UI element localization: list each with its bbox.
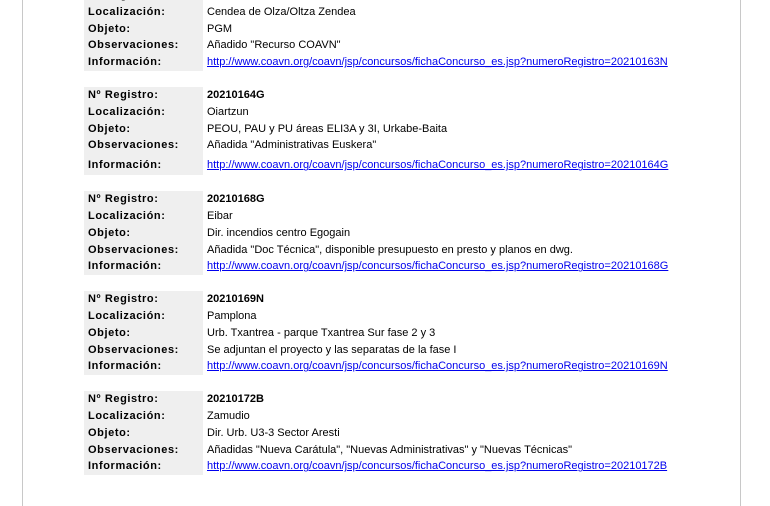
ficha-concurso-link[interactable]: http://www.coavn.org/coavn/jsp/concursos/fichaConcurso_es.jsp?numeroRegistro=20210172B [207, 460, 668, 473]
informacion-label: Información: [84, 258, 203, 275]
localizacion-value: Cendea de Olza/Oltza Zendea [207, 5, 356, 18]
informacion-row [84, 54, 684, 71]
observaciones-value: Se adjuntan el proyecto y las separatas de la fase I [207, 343, 457, 356]
observaciones-label: Observaciones: [84, 342, 203, 359]
observaciones-row [84, 137, 684, 154]
localizacion-label: Localización: [84, 408, 203, 425]
ficha-concurso-link[interactable]: http://www.coavn.org/coavn/jsp/concursos/fichaConcurso_es.jsp?numeroRegistro=20210169N [207, 360, 668, 373]
localizacion-label: Localización: [84, 308, 203, 325]
objeto-value: PEOU, PAU y PU áreas ELI3A y 3I, Urkabe-Baita [207, 122, 448, 135]
localizacion-value: Eibar [207, 209, 233, 222]
observaciones-label: Observaciones: [84, 137, 203, 154]
localizacion-row [84, 208, 684, 225]
localizacion-value: Pamplona [207, 309, 257, 322]
registro-value: 20210172B [207, 393, 264, 406]
registro-label: Nº Registro: [84, 391, 203, 408]
ficha-concurso-link[interactable]: http://www.coavn.org/coavn/jsp/concursos/fichaConcurso_es.jsp?numeroRegistro=20210168G [207, 260, 669, 273]
observaciones-value: Añadida "Administrativas Euskera" [207, 139, 377, 152]
observaciones-value: Añadidas "Nueva Carátula", "Nuevas Administrativas" y "Nuevas Técnicas" [207, 443, 573, 456]
record-card [84, 87, 684, 175]
informacion-row [84, 258, 684, 275]
informacion-row [84, 458, 684, 475]
objeto-value: Dir. Urb. U3-3 Sector Aresti [207, 426, 340, 439]
informacion-label: Información: [84, 358, 203, 375]
observaciones-row [84, 342, 684, 359]
observaciones-row [84, 242, 684, 259]
objeto-label: Objeto: [84, 121, 203, 138]
informacion-label: Información: [84, 458, 203, 475]
observaciones-row [84, 37, 684, 54]
localizacion-row [84, 408, 684, 425]
record-card [84, 191, 684, 275]
registro-value: 20210169N [207, 293, 264, 306]
registro-value: 20210168G [207, 193, 265, 206]
registro-row [84, 87, 684, 104]
objeto-label: Objeto: [84, 225, 203, 242]
registro-label: Nº Registro: [84, 87, 203, 104]
registro-row [84, 391, 684, 408]
observaciones-label: Observaciones: [84, 242, 203, 259]
records-list [84, 0, 724, 491]
localizacion-label: Localización: [84, 4, 203, 21]
informacion-row [84, 358, 684, 375]
ficha-concurso-link[interactable]: http://www.coavn.org/coavn/jsp/concursos/fichaConcurso_es.jsp?numeroRegistro=20210163N [207, 56, 668, 69]
observaciones-value: Añadida "Doc Técnica", disponible presupuesto en presto y planos en dwg. [207, 243, 573, 256]
localizacion-value: Zamudio [207, 409, 250, 422]
localizacion-row [84, 104, 684, 121]
localizacion-row [84, 4, 684, 21]
observaciones-value: Añadido "Recurso COAVN" [207, 39, 341, 52]
registro-label: Nº Registro: [84, 291, 203, 308]
registro-row [84, 291, 684, 308]
registro-row [84, 191, 684, 208]
objeto-row [84, 21, 684, 38]
objeto-value: PGM [207, 22, 233, 35]
objeto-value: Dir. incendios centro Egogain [207, 226, 351, 239]
observaciones-row [84, 442, 684, 459]
informacion-label: Información: [84, 54, 203, 71]
record-card [84, 391, 684, 475]
registro-label: Nº Registro: [84, 191, 203, 208]
localizacion-label: Localización: [84, 208, 203, 225]
objeto-row [84, 425, 684, 442]
observaciones-label: Observaciones: [84, 442, 203, 459]
record-card [84, 291, 684, 375]
localizacion-value: Oiartzun [207, 105, 249, 118]
ficha-concurso-link[interactable]: http://www.coavn.org/coavn/jsp/concursos/fichaConcurso_es.jsp?numeroRegistro=20210164G [207, 159, 669, 172]
objeto-row [84, 325, 684, 342]
localizacion-row [84, 308, 684, 325]
objeto-row [84, 121, 684, 138]
informacion-row [84, 154, 684, 175]
record-card [84, 0, 684, 71]
localizacion-label: Localización: [84, 104, 203, 121]
informacion-label: Información: [84, 154, 203, 175]
objeto-row [84, 225, 684, 242]
objeto-label: Objeto: [84, 425, 203, 442]
observaciones-label: Observaciones: [84, 37, 203, 54]
objeto-label: Objeto: [84, 325, 203, 342]
registro-value: 20210164G [207, 88, 265, 101]
objeto-label: Objeto: [84, 21, 203, 38]
objeto-value: Urb. Txantrea - parque Txantrea Sur fase 2 y 3 [207, 326, 436, 339]
